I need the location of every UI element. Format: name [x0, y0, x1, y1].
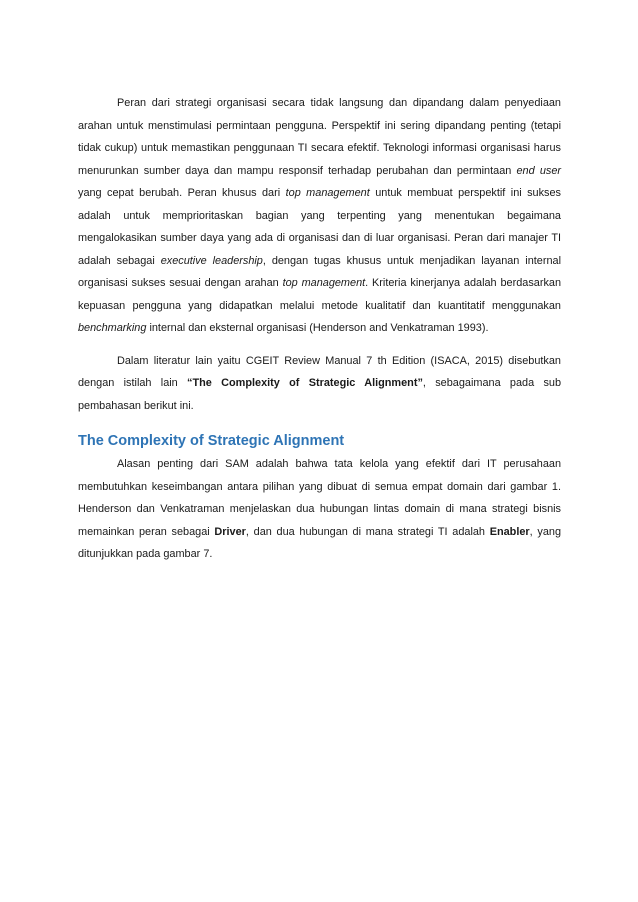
bold-term-driver: Driver [214, 525, 246, 538]
paragraph-cgeit-reference [78, 350, 561, 418]
section-heading: The Complexity of Strategic Alignment [78, 433, 345, 449]
bold-term-enabler: Enabler [489, 525, 530, 538]
text-run: , dan dua hubungan di mana strategi TI adalah [245, 525, 490, 538]
text-run: Alasan penting dari SAM adalah bahwa tata kelola yang efektif dari IT perusahaan membutuhkan keseimbangan antara pilihan yang dibuat di semua empat domain dari gambar 1. Henderson dan Venkatraman menjelaskan dua hubungan lintas domain di mana strategi bisnis memainkan peran sebagai [78, 458, 561, 538]
text-run: , yang ditunjukkan pada gambar 7. [78, 525, 562, 560]
bold-term-complexity: “The Complexity of Strategic Alignment” [187, 377, 423, 389]
text-run: , sebagaimana pada sub pembahasan berikut ini. [78, 377, 562, 412]
italic-term-benchmarking: benchmarking [78, 322, 147, 334]
text-run: untuk membuat perspektif ini sukses adalah untuk memprioritaskan bagian yang terpenting yang menentukan begaimana mengalokasikan sumber daya yang ada di organisasi dan di luar organisasi. Peran dari manajer TI adalah sebagai [78, 187, 561, 267]
italic-term-top-management: top management [285, 187, 370, 199]
text-run: . Kriteria kinerjanya adalah berdasarkan kepuasan pengguna yang didapatkan melalui metode kualitatif dan kuantitatif menggunakan [78, 277, 562, 312]
text-run: yang cepat berubah. Peran khusus dari [78, 187, 286, 199]
paragraph-sam-reason [78, 453, 561, 566]
document-page [78, 92, 561, 566]
text-run: internal dan eksternal organisasi (Henderson and Venkatraman 1993). [146, 322, 489, 334]
italic-term-top-management: top management [282, 277, 366, 289]
text-run: Peran dari strategi organisasi secara tidak langsung dan dipandang dalam penyediaan arahan untuk menstimulasi permintaan pengguna. Perspektif ini sering dipandang penting (tetapi tidak cukup) untuk memastikan penggunaan TI secara efektif. Teknologi informasi organisasi harus menurunkan sumber daya dan mampu responsif terhadap perubahan dan permintaan [78, 97, 561, 177]
italic-term-executive-leadership: executive leadership [160, 254, 263, 267]
italic-term-end-user: end user [516, 164, 561, 177]
text-run: Dalam literatur lain yaitu CGEIT Review Manual 7 th Edition (ISACA, 2015) disebutkan dengan istilah lain [78, 354, 561, 389]
text-run: , dengan tugas khusus untuk menjadikan layanan internal organisasi sukses sesuai dengan arahan [78, 254, 562, 289]
paragraph-strategy-role [78, 92, 561, 340]
